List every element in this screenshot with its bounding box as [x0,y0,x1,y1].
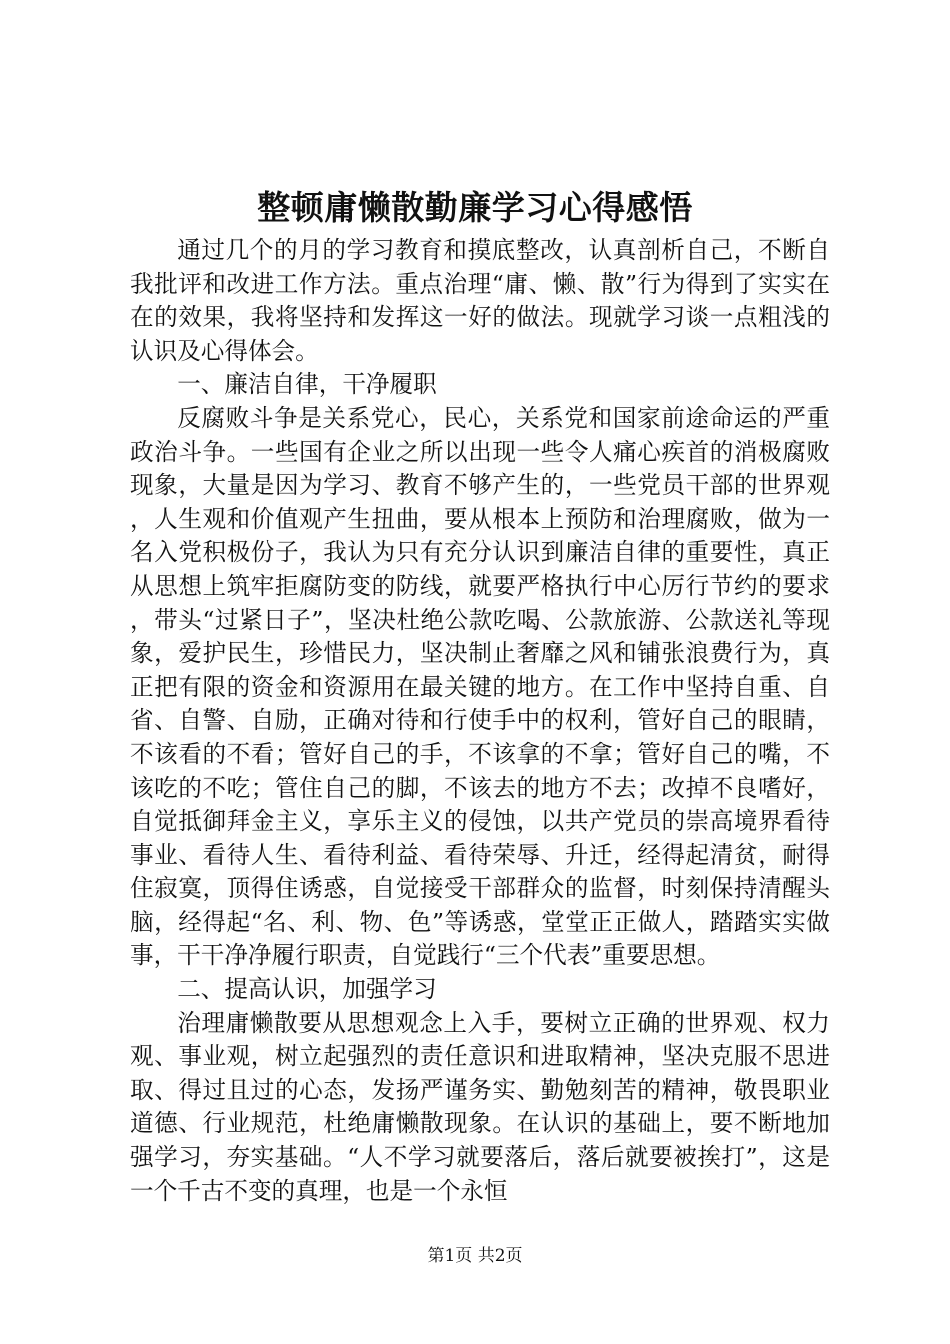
document-title: 整顿庸懒散勤廉学习心得感悟 [257,188,693,227]
page-footer: 第1页 共2页 [427,1246,523,1266]
paragraph-intro: 通过几个的月的学习教育和摸底整改，认真剖析自己，不断自我批评和改进工作方法。重点治理“庸、懒、散”行为得到了实实在在的效果，我将坚持和发挥这一好的做法。现就学习谈一点粗浅的认识及心得体会。 [130,236,830,365]
section-heading-2: 二、提高认识，加强学习 [177,975,437,1004]
paragraph-section-1: 反腐败斗争是关系党心，民心，关系党和国家前途命运的严重政治斗争。一些国有企业之所以出现一些令人痛心疾首的消极腐败现象，大量是因为学习、教育不够产生的，一些党员干部的世界观，人生观和价值观产生扭曲，要从根本上预防和治理腐败，做为一名入党积极份子，我认为只有充分认识到廉洁自律的重要性，真正从思想上筑牢拒腐防变的防线，就要严格执行中心厉行节约的要求，带头“过紧日子”，坚决杜绝公款吃喝、公款旅游、公款送礼等现象，爱护民生，珍惜民力，坚决制止奢靡之风和铺张浪费行为，真正把有限的资金和资源用在最关键的地方。在工作中坚持自重、自省、自警、自励，正确对待和行使手中的权利，管好自己的眼睛，不该看的不看；管好自己的手，不该拿的不拿；管好自己的嘴，不该吃的不吃；管住自己的脚，不该去的地方不去；改掉不良嗜好，自觉抵御拜金主义，享乐主义的侵蚀，以共产党员的崇高境界看待事业、看待人生、看待利益、看待荣辱、升迁，经得起清贫，耐得住寂寞，顶得住诱惑，自觉接受干部群众的监督，时刻保持清醒头脑，经得起“名、利、物、色”等诱惑，堂堂正正做人，踏踏实实做事，干干净净履行职责，自觉践行“三个代表”重要思想。 [130,403,830,970]
paragraph-section-2: 治理庸懒散要从思想观念上入手，要树立正确的世界观、权力观、事业观，树立起强烈的责任意识和进取精神，坚决克服不思进取、得过且过的心态，发扬严谨务实、勤勉刻苦的精神，敬畏职业道德、行业规范，杜绝庸懒散现象。在认识的基础上，要不断地加强学习，夯实基础。“人不学习就要落后，落后就要被挨打”，这是一个千古不变的真理，也是一个永恒 [130,1008,830,1205]
section-heading-1: 一、廉洁自律，干净履职 [177,370,437,399]
document-body [130,234,830,1208]
